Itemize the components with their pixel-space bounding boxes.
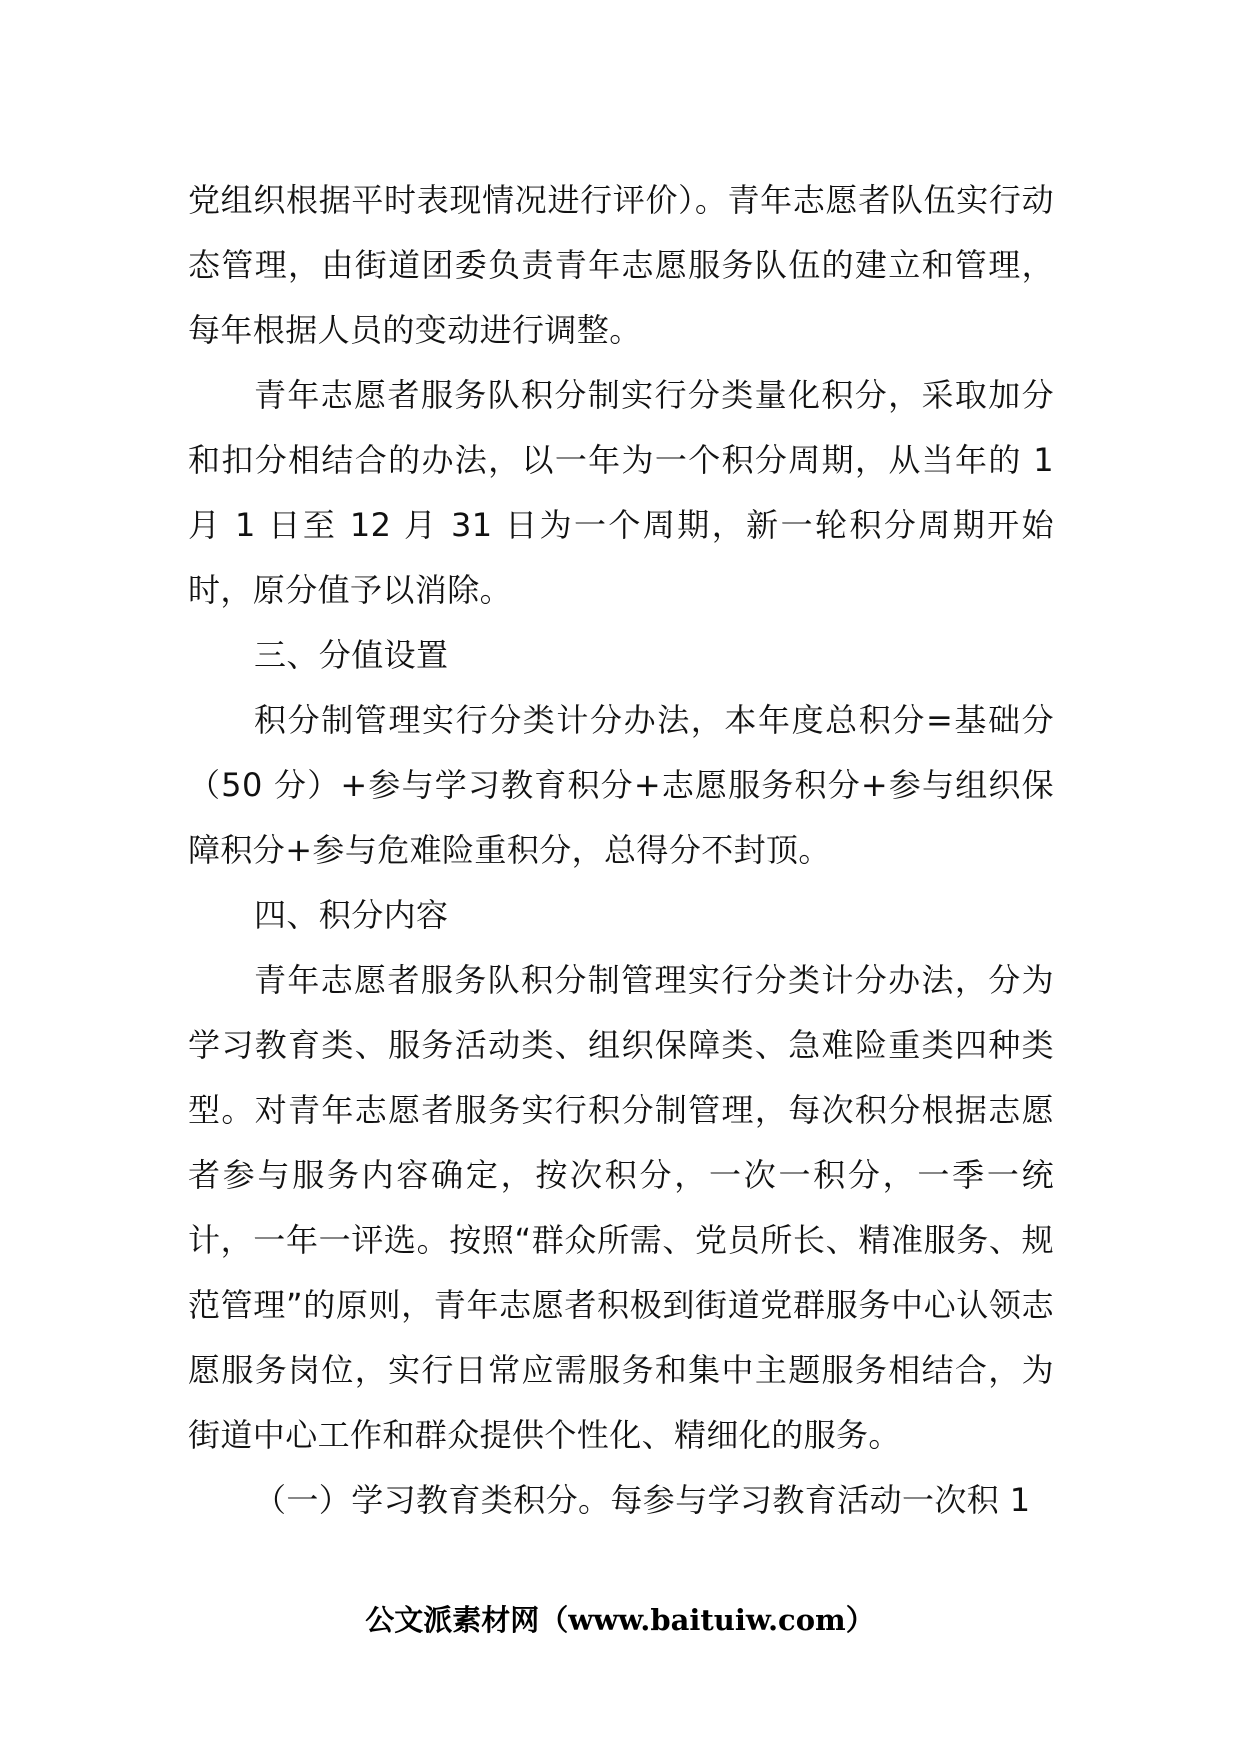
section-heading: 三、分值设置 <box>254 636 449 674</box>
paragraph: 青年志愿者服务队积分制实行分类量化积分，采取加分和扣分相结合的办法，以一年为一个积分周期，从当年的 1 月 1 日至 12 月 31 日为一个周期，新一轮积分周期开始时，原分值予以消除。 <box>188 376 1054 609</box>
footer-watermark: 公文派素材网（www.baituiw.com） <box>365 1603 875 1637</box>
paragraph: 积分制管理实行分类计分办法，本年度总积分=基础分（50 分）+参与学习教育积分+志愿服务积分+参与组织保障积分+参与危难险重积分，总得分不封顶。 <box>188 701 1054 869</box>
section-heading: 四、积分内容 <box>254 896 449 934</box>
paragraph: 党组织根据平时表现情况进行评价）。青年志愿者队伍实行动态管理，由街道团委负责青年志愿服务队伍的建立和管理，每年根据人员的变动进行调整。 <box>188 181 1054 349</box>
paragraph: 青年志愿者服务队积分制管理实行分类计分办法，分为学习教育类、服务活动类、组织保障类、急难险重类四种类型。对青年志愿者服务实行积分制管理，每次积分根据志愿者参与服务内容确定，按次积分，一次一积分，一季一统计，一年一评选。按照“群众所需、党员所长、精准服务、规范管理”的原则，青年志愿者积极到街道党群服务中心认领志愿服务岗位，实行日常应需服务和集中主题服务相结合，为街道中心工作和群众提供个性化、精细化的服务。 <box>188 961 1054 1454</box>
document-body <box>188 168 1054 1533</box>
paragraph: （一）学习教育类积分。每参与学习教育活动一次积 1 <box>254 1481 1031 1519</box>
